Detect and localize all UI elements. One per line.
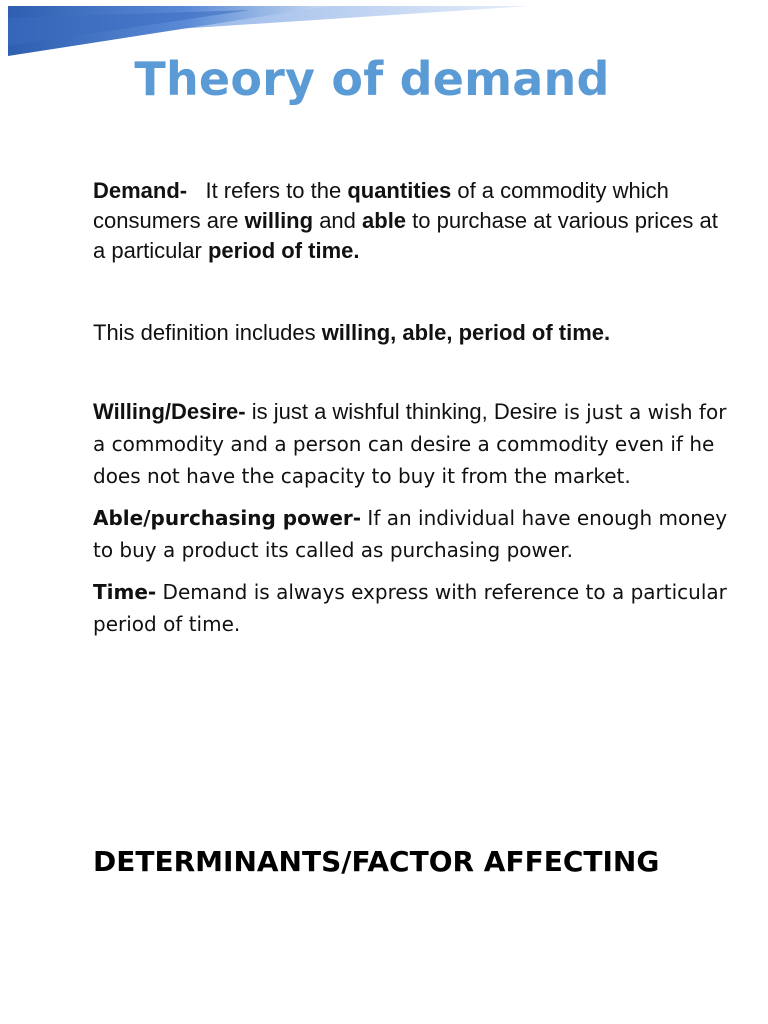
- section-heading: DETERMINANTS/FACTOR AFFECTING: [93, 845, 660, 878]
- time-paragraph: Time- Demand is always express with reference to a particular period of time.: [93, 580, 727, 636]
- time-term: Time-: [93, 580, 157, 604]
- able-term: Able/purchasing power-: [93, 506, 362, 530]
- willing-desire-paragraph: Willing/Desire- is just a wishful thinking, Desire is just a wish for a commodity and a person can desire a commodity even if he does not have the capacity to buy it from the market.: [93, 399, 727, 488]
- document-body: [93, 176, 733, 640]
- able-paragraph: Able/purchasing power- If an individual have enough money to buy a product its called as purchasing power.: [93, 506, 728, 562]
- demand-definition: Demand- It refers to the quantities of a commodity which consumers are willing and able to purchase at various prices at a particular period of time.: [93, 178, 718, 263]
- page-title: Theory of demand: [134, 52, 610, 106]
- demand-term: Demand-: [93, 178, 188, 203]
- definition-note: This definition includes willing, able, period of time.: [93, 320, 611, 345]
- willing-term: Willing/Desire-: [93, 399, 246, 424]
